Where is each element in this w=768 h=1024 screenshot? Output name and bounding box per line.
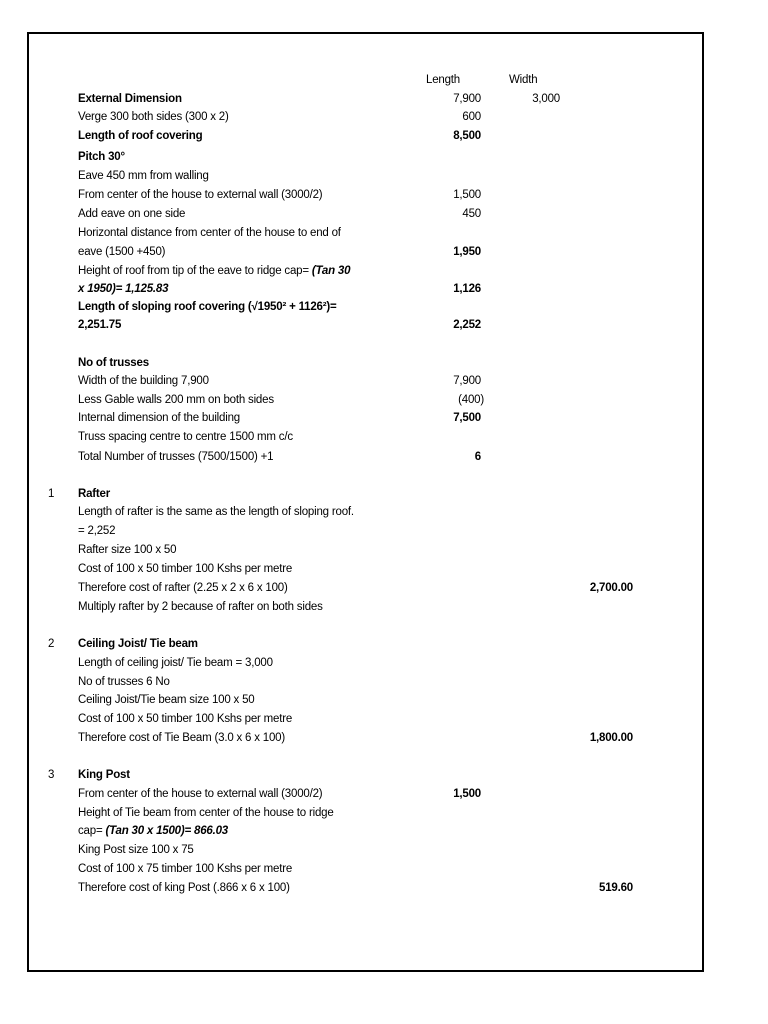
trusses-title: No of trusses — [78, 357, 149, 369]
width-header: Width — [509, 74, 538, 86]
eave-row: Eave 450 mm from walling — [78, 170, 209, 182]
building-width-row: Width of the building 7,900 7,900 — [78, 375, 481, 387]
total-trusses-row: Total Number of trusses (7500/1500) +1 6 — [78, 451, 481, 463]
center-wall-row: From center of the house to external wall (3000/2) 1,500 — [78, 189, 481, 201]
roof-covering-row: Length of roof covering 8,500 — [78, 130, 481, 142]
column-header-row — [0, 71, 768, 89]
king-line: King Post size 100 x 75 — [78, 844, 194, 856]
king-post-title-row — [0, 766, 768, 784]
pitch-row: Pitch 30° — [78, 151, 125, 163]
ceiling-line: Length of ceiling joist/ Tie beam = 3,000 — [78, 657, 273, 669]
verge-row: Verge 300 both sides (300 x 2) 600 — [78, 111, 481, 123]
king-post-cost-row: Therefore cost of king Post (.866 x 6 x 100) 519.60 — [0, 879, 768, 897]
king-line: Height of Tie beam from center of the house to ridge — [78, 807, 334, 819]
section-title: Ceiling Joist/ Tie beam — [78, 638, 198, 650]
ceiling-line: Cost of 100 x 50 timber 100 Kshs per metre — [78, 713, 293, 725]
ceiling-cost-row: Therefore cost of Tie Beam (3.0 x 6 x 100) 1,800.00 — [0, 729, 768, 747]
sloping-roof-row-2: 2,251.75 2,252 — [78, 319, 481, 331]
rafter-line: Cost of 100 x 50 timber 100 Kshs per metre — [78, 563, 293, 575]
rafter-cost: 2,700.00 — [589, 582, 633, 594]
truss-spacing-row: Truss spacing centre to centre 1500 mm c/c — [78, 431, 293, 443]
add-eave-row: Add eave on one side 450 — [78, 208, 481, 220]
tie-beam-cost: 1,800.00 — [589, 732, 633, 744]
rafter-line: Multiply rafter by 2 because of rafter on both sides — [78, 601, 323, 613]
internal-dimension-row: Internal dimension of the building 7,500 — [78, 412, 481, 424]
horizontal-distance-row-2: eave (1500 +450) 1,950 — [78, 246, 481, 258]
ceiling-line: No of trusses 6 No — [78, 676, 170, 688]
sloping-roof-row-1: Length of sloping roof covering (√1950² + 1126²)= — [78, 301, 337, 313]
king-line: Cost of 100 x 75 timber 100 Kshs per metre — [78, 863, 293, 875]
horizontal-distance-row-1: Horizontal distance from center of the house to end of — [78, 227, 341, 239]
rafter-title-row — [0, 485, 768, 503]
ceiling-joist-title-row — [0, 635, 768, 653]
roof-height-row-2: x 1950)= 1,125.83 1,126 — [78, 283, 481, 295]
roof-height-row-1: Height of roof from tip of the eave to ridge cap= (Tan 30 — [78, 265, 351, 277]
section-title: King Post — [78, 769, 130, 781]
king-post-cost: 519.60 — [599, 882, 633, 894]
rafter-cost-row: Therefore cost of rafter (2.25 x 2 x 6 x 100) 2,700.00 — [0, 579, 768, 597]
king-line: cap= (Tan 30 x 1500)= 866.03 — [78, 825, 228, 837]
rafter-line: Rafter size 100 x 50 — [78, 544, 177, 556]
item-number: 2 — [48, 638, 55, 650]
gable-walls-row: Less Gable walls 200 mm on both sides (400) — [78, 394, 484, 406]
rafter-line: Length of rafter is the same as the length of sloping roof. — [78, 506, 354, 518]
rafter-line: = 2,252 — [78, 525, 116, 537]
length-header: Length — [426, 74, 460, 86]
section-title: Rafter — [78, 488, 111, 500]
ceiling-line: Ceiling Joist/Tie beam size 100 x 50 — [78, 694, 255, 706]
item-number: 3 — [48, 769, 55, 781]
external-dimension-row: External Dimension 7,900 3,000 — [78, 93, 560, 105]
king-line: From center of the house to external wall (3000/2) 1,500 — [78, 788, 481, 800]
item-number: 1 — [48, 488, 55, 500]
